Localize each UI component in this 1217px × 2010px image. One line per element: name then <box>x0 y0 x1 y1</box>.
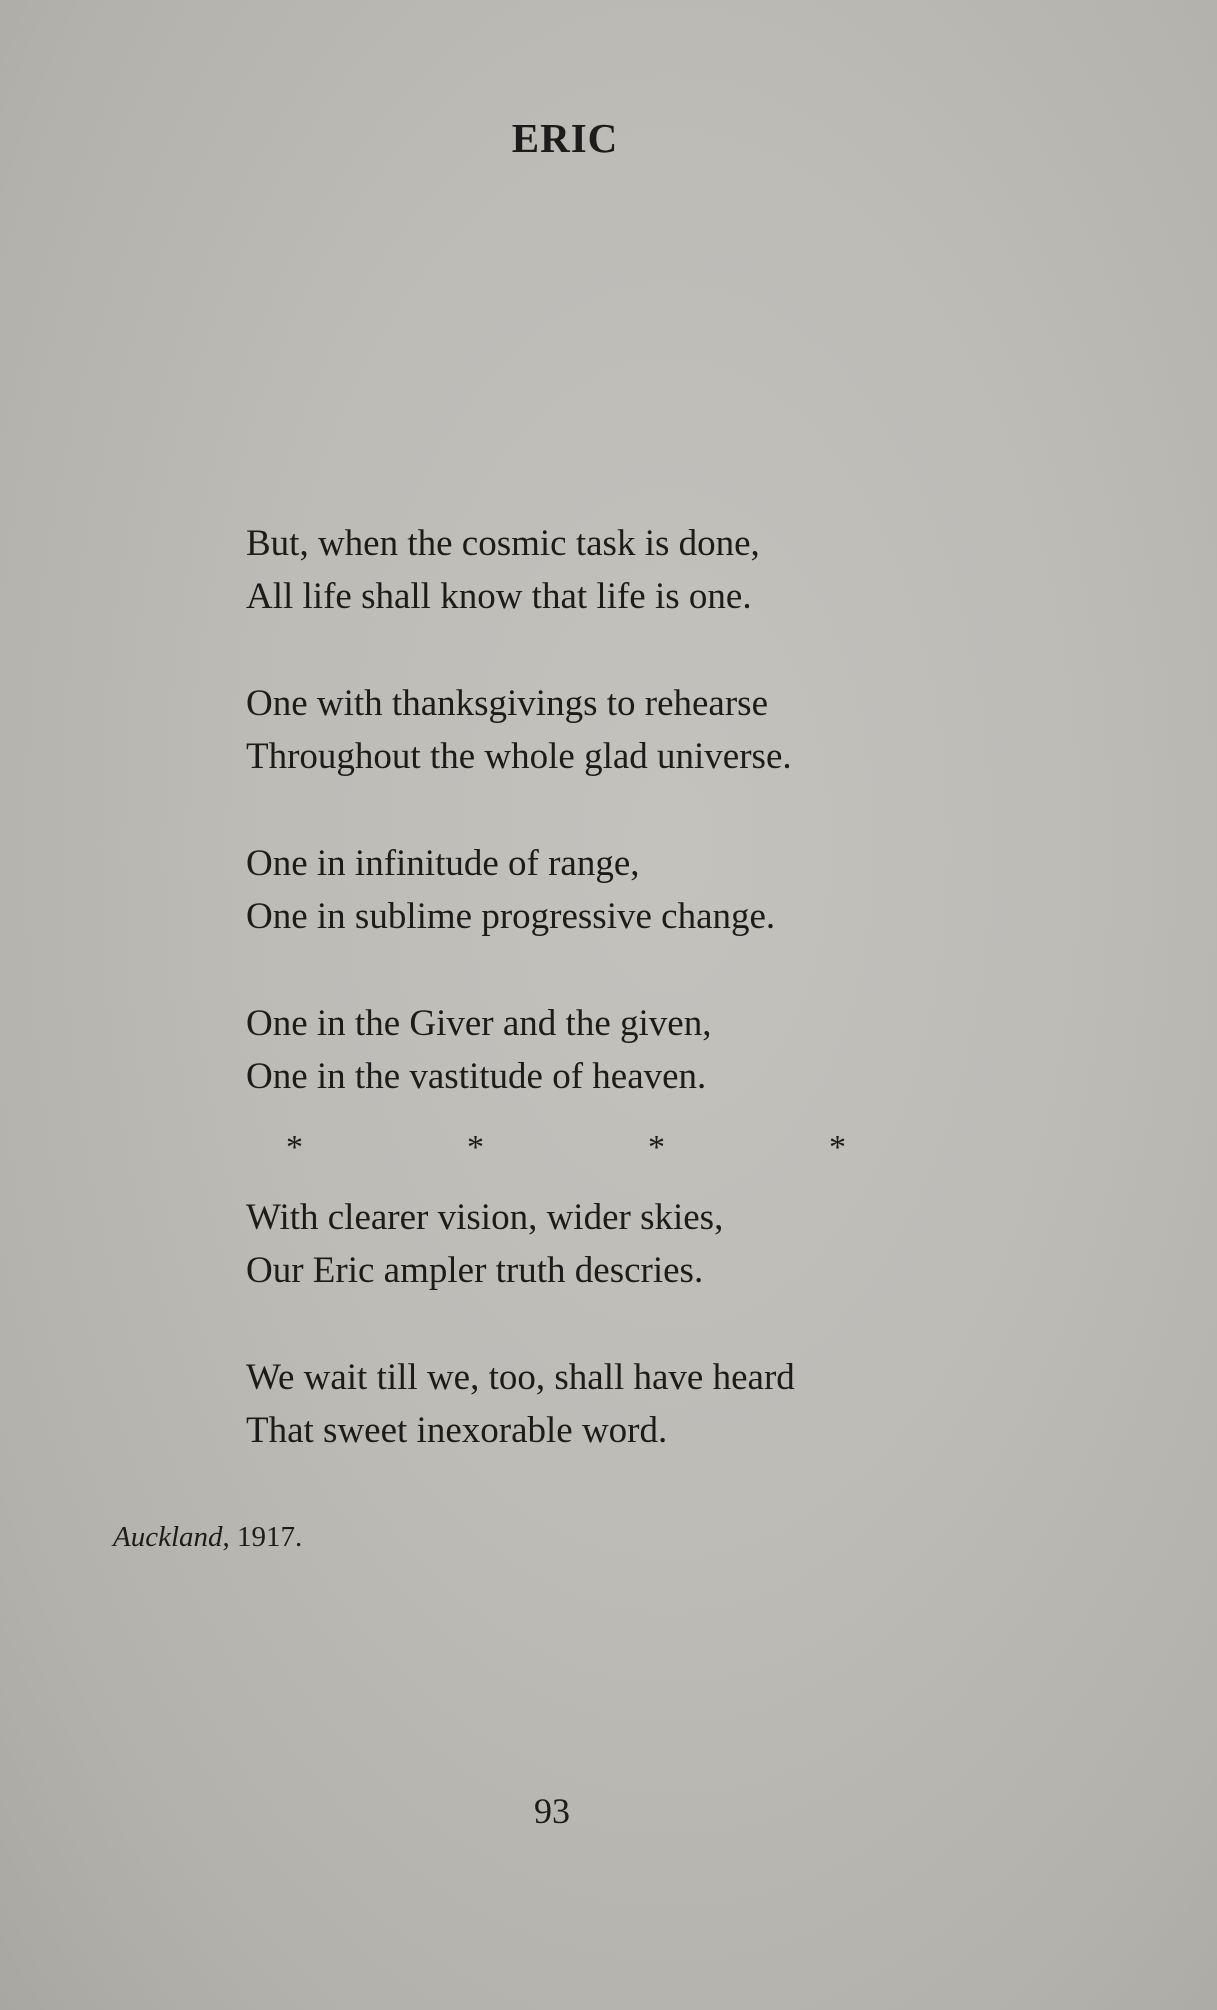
stanza <box>246 517 1046 623</box>
poem-line: But, when the cosmic task is done, <box>246 523 760 564</box>
asterisk: * <box>829 1129 846 1166</box>
poem-line: All life shall know that life is one. <box>246 576 752 617</box>
stanza <box>246 677 1046 783</box>
dateline <box>113 1517 302 1557</box>
stanza <box>246 997 1046 1103</box>
asterisk: * <box>467 1129 484 1166</box>
page-number: 93 <box>534 1791 570 1831</box>
poem-line: With clearer vision, wider skies, <box>246 1197 724 1238</box>
poem-line: One in the vastitude of heaven. <box>246 1056 707 1097</box>
poem-body <box>246 517 1046 1457</box>
poem-title: ERIC <box>511 115 619 161</box>
dateline-year: , 1917. <box>222 1521 303 1553</box>
stanza <box>246 1191 1046 1297</box>
section-separator <box>286 1113 846 1183</box>
poem-line: One with thanksgivings to rehearse <box>246 683 768 724</box>
poem-line: One in infinitude of range, <box>246 843 640 884</box>
poem-line: We wait till we, too, shall have heard <box>246 1357 795 1398</box>
stanza <box>246 837 1046 943</box>
spacer <box>246 1183 1046 1191</box>
poem-line: One in sublime progressive change. <box>246 896 776 937</box>
dateline-place: Auckland <box>113 1521 223 1553</box>
stanza <box>246 1351 1046 1457</box>
poem-line: Throughout the whole glad universe. <box>246 736 792 777</box>
asterisk: * <box>286 1129 303 1166</box>
poem-line: One in the Giver and the given, <box>246 1003 712 1044</box>
poem-line: Our Eric ampler truth descries. <box>246 1250 704 1291</box>
asterisk: * <box>648 1129 665 1166</box>
poem-line: That sweet inexorable word. <box>246 1410 668 1451</box>
